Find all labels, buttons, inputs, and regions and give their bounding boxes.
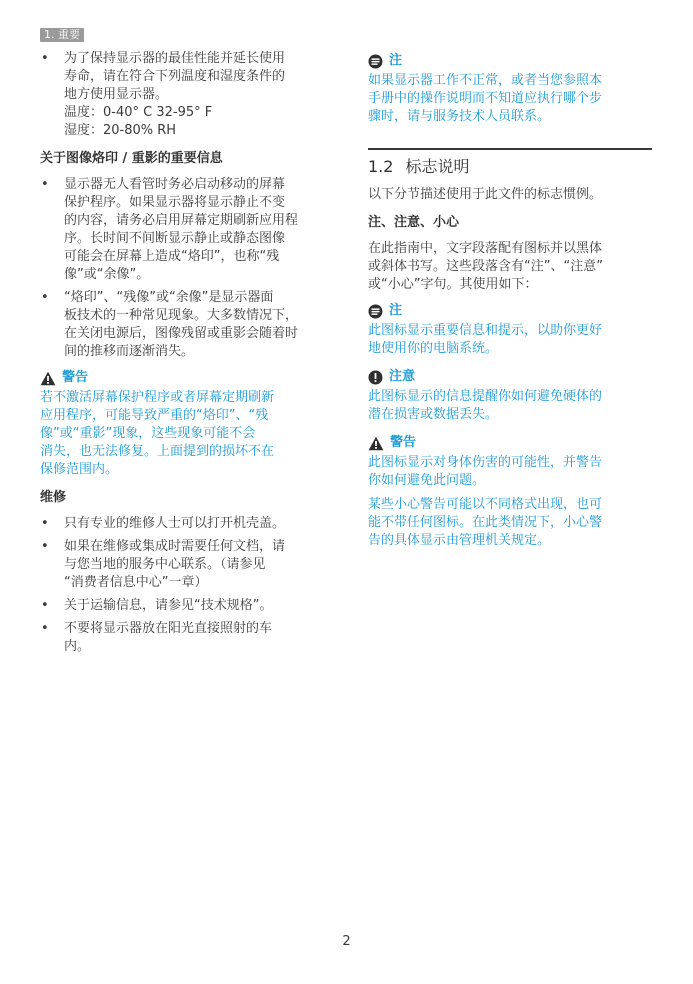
caution-title: 注意 bbox=[389, 369, 416, 384]
text-line: 在此指南中，文字段落配有图标并以黑体 bbox=[368, 241, 603, 256]
notes-heading: 注、注意、小心 bbox=[368, 215, 460, 230]
text-line: 某些小心警告可能以不同格式出现，也可 bbox=[368, 497, 603, 512]
text-line: 能不带任何图标。在此类情况下，小心警 bbox=[368, 515, 603, 530]
text-line: 像”或“重影”现象，这些现象可能不会 bbox=[40, 426, 256, 441]
text-line: 手册中的操作说明而不知道应执行哪个步 bbox=[368, 91, 603, 106]
warning-callout bbox=[368, 434, 652, 550]
list-item bbox=[40, 515, 330, 533]
list-item bbox=[40, 620, 330, 656]
text-line: 或“小心”字句。其使用如下： bbox=[368, 277, 538, 292]
note-callout bbox=[368, 302, 652, 358]
note-text bbox=[368, 322, 652, 358]
warning-triangle-icon bbox=[368, 436, 384, 451]
text-line: 如果显示器工作不正常，或者当您参照本 bbox=[368, 73, 603, 88]
text-line: 间的推移而逐渐消失。 bbox=[64, 344, 195, 359]
note-text bbox=[368, 72, 652, 126]
caution-heading bbox=[368, 368, 652, 386]
note-icon bbox=[368, 304, 383, 319]
note-title: 注 bbox=[389, 53, 403, 68]
section-number: 1.2 bbox=[368, 157, 394, 176]
caution-text bbox=[368, 388, 652, 424]
warning-triangle-icon bbox=[40, 371, 56, 386]
environment-list bbox=[40, 50, 330, 140]
burnin-heading: 关于图像烙印 / 重影的重要信息 bbox=[40, 151, 223, 166]
section-heading bbox=[368, 148, 652, 178]
text-line: 的内容，请务必启用屏幕定期刷新应用程 bbox=[64, 213, 299, 228]
text-line: 板技术的一种常见现象。大多数情况下， bbox=[64, 308, 299, 323]
right-column bbox=[368, 50, 652, 560]
text-line: • 只有专业的维修人士可以打开机壳盖。 bbox=[64, 516, 286, 531]
temperature-line: 温度：0-40° C 32-95° F bbox=[64, 105, 213, 120]
section-title: 标志说明 bbox=[405, 157, 470, 176]
text-line: 像”或“余像”。 bbox=[64, 267, 150, 282]
page-number: 2 bbox=[342, 934, 351, 949]
text-line: “消费者信息中心”一章） bbox=[64, 575, 208, 590]
text-line: 告的具体显示由管理机关规定。 bbox=[368, 533, 551, 548]
text-line: 你如何避免此问题。 bbox=[368, 473, 486, 488]
warning-extra-text bbox=[368, 496, 652, 550]
note-heading bbox=[368, 302, 652, 320]
note-callout-top bbox=[368, 52, 652, 126]
note-icon bbox=[368, 54, 383, 69]
list-item bbox=[40, 538, 330, 592]
text-line: 消失，也无法修复。上面提到的损坏不在 bbox=[40, 444, 275, 459]
text-line: 地使用你的电脑系统。 bbox=[368, 341, 499, 356]
list-item bbox=[40, 289, 330, 361]
text-line: • “烙印”、“残像”或“余像”是显示器面 bbox=[64, 290, 274, 305]
list-item bbox=[40, 597, 330, 615]
text-line: 可能会在屏幕上造成“烙印”，也称“残 bbox=[64, 249, 280, 264]
text-line: 保修范围内。 bbox=[40, 462, 119, 477]
list-item bbox=[40, 50, 330, 140]
note-heading bbox=[368, 52, 652, 70]
left-column bbox=[40, 50, 330, 661]
text-line: • 如果在维修或集成时需要任何文档，请 bbox=[64, 539, 286, 554]
warning-text bbox=[40, 389, 330, 479]
text-line: 序。长时间不间断显示静止或静态图像 bbox=[64, 231, 286, 246]
warning-text bbox=[368, 454, 652, 490]
text-line: • 为了保持显示器的最佳性能并延长使用 bbox=[64, 51, 286, 66]
burnin-list bbox=[40, 176, 330, 361]
warning-title: 警告 bbox=[62, 370, 89, 385]
notes-intro bbox=[368, 240, 652, 294]
repair-heading: 维修 bbox=[40, 490, 67, 505]
text-line: 此图标显示对身体伤害的可能性，并警告 bbox=[368, 455, 603, 470]
list-item bbox=[40, 176, 330, 284]
text-line: 保护程序。如果显示器将显示静止不变 bbox=[64, 195, 286, 210]
text-line: 骤时，请与服务技术人员联系。 bbox=[368, 109, 551, 124]
text-line: 在关闭电源后，图像残留或重影会随着时 bbox=[64, 326, 299, 341]
text-line: 与您当地的服务中心联系。（请参见 bbox=[64, 557, 266, 572]
repair-list bbox=[40, 515, 330, 656]
warning-heading bbox=[368, 434, 652, 452]
text-line: 潜在损害或数据丢失。 bbox=[368, 407, 499, 422]
chapter-tag: 1. 重要 bbox=[40, 28, 84, 42]
exclamation-circle-icon bbox=[368, 370, 383, 385]
text-line: 内。 bbox=[64, 639, 91, 654]
text-line: 应用程序，可能导致严重的“烙印”、“残 bbox=[40, 408, 269, 423]
text-line: 若不激活屏幕保护程序或者屏幕定期刷新 bbox=[40, 390, 275, 405]
humidity-line: 湿度：20-80% RH bbox=[64, 123, 177, 138]
text-line: 寿命，请在符合下列温度和湿度条件的 bbox=[64, 69, 286, 84]
caution-callout bbox=[368, 368, 652, 424]
text-line: 地方使用显示器。 bbox=[64, 87, 169, 102]
text-line: 此图标显示的信息提醒你如何避免硬体的 bbox=[368, 389, 603, 404]
warning-heading bbox=[40, 369, 330, 387]
text-line: 或斜体书写。这些段落含有“注”、“注意” bbox=[368, 259, 603, 274]
note-title: 注 bbox=[389, 303, 403, 318]
warning-title: 警告 bbox=[390, 435, 417, 450]
text-line: • 显示器无人看管时务必启动移动的屏幕 bbox=[64, 177, 286, 192]
section-intro: 以下分节描述使用于此文件的标志惯例。 bbox=[368, 187, 603, 202]
text-line: 此图标显示重要信息和提示，以助你更好 bbox=[368, 323, 603, 338]
text-line: • 关于运输信息，请参见“技术规格”。 bbox=[64, 598, 273, 613]
warning-callout bbox=[40, 369, 330, 479]
text-line: • 不要将显示器放在阳光直接照射的车 bbox=[64, 621, 273, 636]
